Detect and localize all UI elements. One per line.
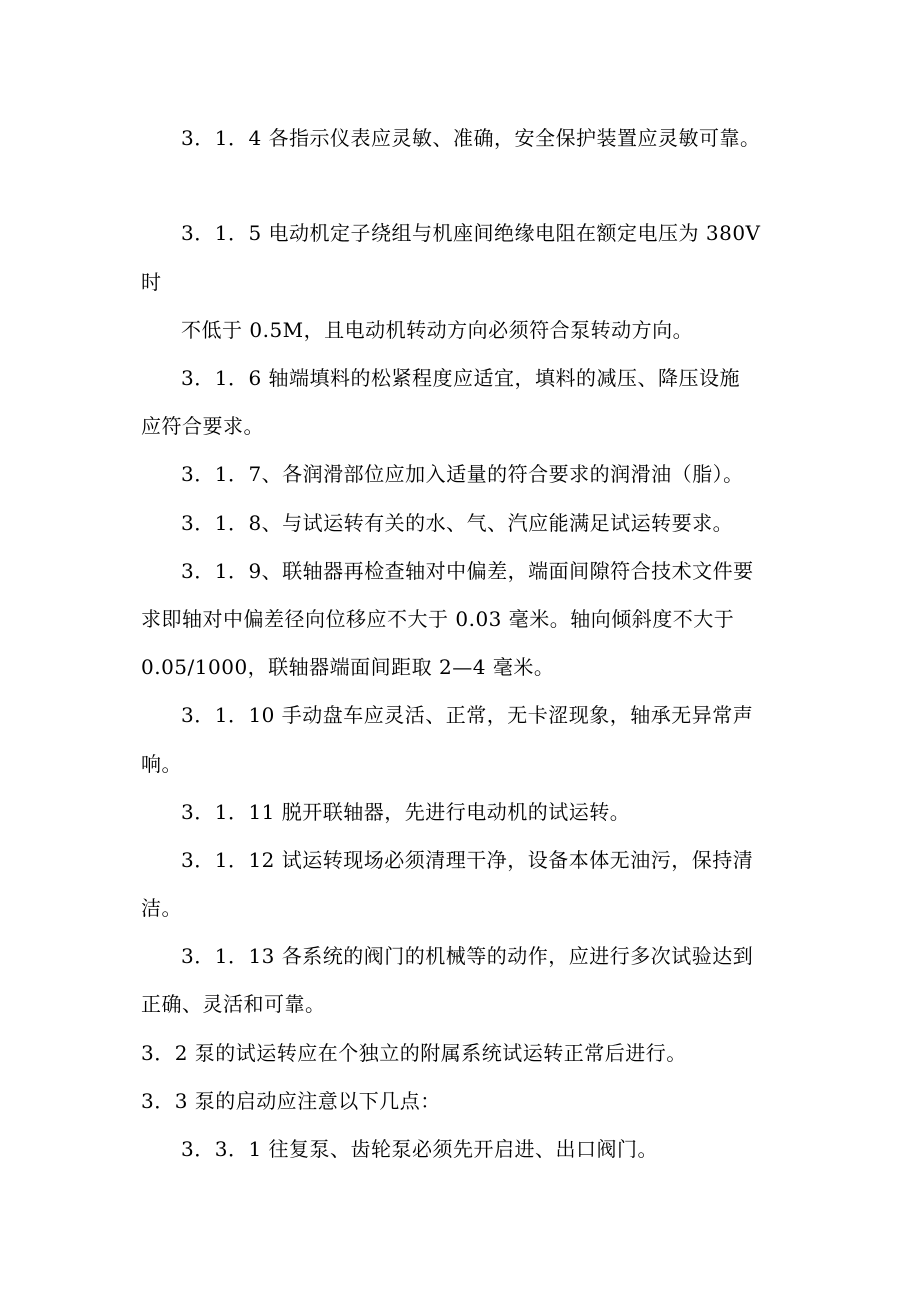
paragraph-3-1-8: 3．1．8、与试运转有关的水、气、汽应能满足试运转要求。 (181, 511, 734, 535)
paragraph-3-1-12-line1: 3．1．12 试运转现场必须清理干净，设备本体无油污，保持清 (181, 848, 754, 872)
paragraph-3-1-6-line1: 3．1．6 轴端填料的松紧程度应适宜，填料的减压、降压设施 (181, 366, 741, 390)
paragraph-3-1-9-line3: 0.05/1000，联轴器端面间距取 2—4 毫米。 (141, 655, 555, 679)
paragraph-3-1-7: 3．1．7、各润滑部位应加入适量的符合要求的润滑油（脂）。 (181, 462, 744, 486)
paragraph-3-1-13-line1: 3．1．13 各系统的阀门的机械等的动作，应进行多次试验达到 (181, 944, 754, 968)
paragraph-3-1-10-line2: 响。 (141, 752, 182, 776)
paragraph-3-1-9-line2: 求即轴对中偏差径向位移应不大于 0.03 毫米。轴向倾斜度不大于 (141, 607, 735, 631)
paragraph-3-1-12-line2: 洁。 (141, 896, 182, 920)
paragraph-3-1-5-line2: 时 (141, 270, 162, 294)
paragraph-3-1-5-line1: 3．1．5 电动机定子绕组与机座间绝缘电阻在额定电压为 380V (181, 221, 761, 245)
paragraph-3-1-13-line2: 正确、灵活和可靠。 (141, 992, 326, 1016)
paragraph-3-1-9-line1: 3．1．9、联轴器再检查轴对中偏差，端面间隙符合技术文件要 (181, 559, 754, 583)
paragraph-3-1-4: 3．1．4 各指示仪表应灵敏、准确，安全保护装置应灵敏可靠。 (181, 126, 761, 150)
paragraph-3-1-6-line2: 应符合要求。 (141, 414, 264, 438)
paragraph-3-1-11: 3．1．11 脱开联轴器，先进行电动机的试运转。 (181, 800, 631, 824)
paragraph-3-3: 3．3 泵的启动应注意以下几点： (141, 1089, 441, 1113)
paragraph-3-1-10-line1: 3．1．10 手动盘车应灵活、正常，无卡涩现象，轴承无异常声 (181, 703, 754, 727)
paragraph-3-3-1: 3．3．1 往复泵、齿轮泵必须先开启进、出口阀门。 (181, 1137, 659, 1161)
paragraph-3-1-5-line3: 不低于 0.5M，且电动机转动方向必须符合泵转动方向。 (181, 318, 694, 342)
paragraph-3-2: 3．2 泵的试运转应在个独立的附属系统试运转正常后进行。 (141, 1041, 687, 1065)
